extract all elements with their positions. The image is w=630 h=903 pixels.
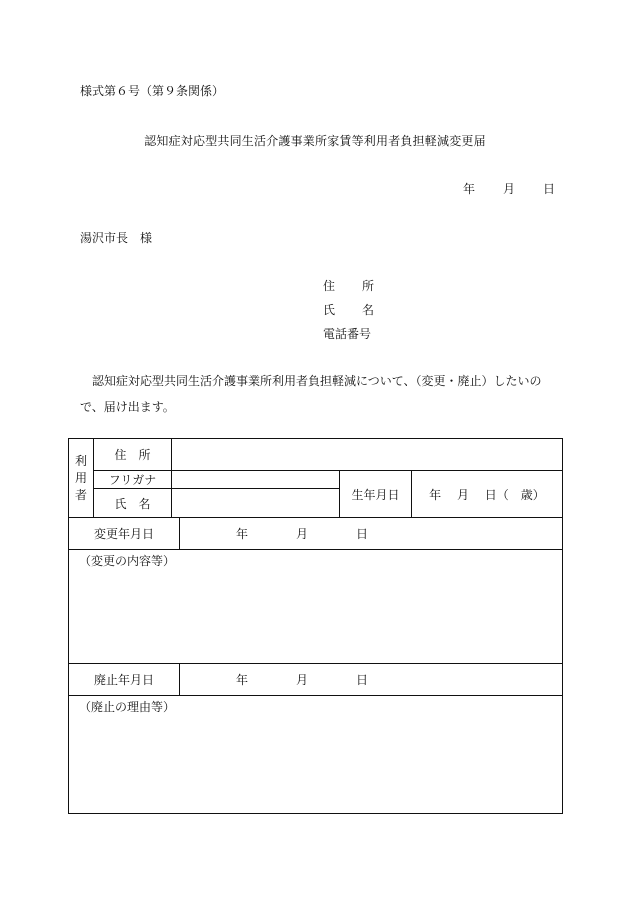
change-date-field[interactable]: 年 月 日 (180, 518, 563, 550)
applicant-address-label: 住所 (323, 279, 402, 293)
addressee: 湯沢市長 様 (80, 231, 153, 245)
abolish-date-label: 廃止年月日 (69, 664, 180, 696)
applicant-block (323, 274, 401, 346)
applicant-phone-label: 電話番号 (323, 327, 372, 341)
name-label: 氏 名 (94, 489, 172, 518)
birth-date-label: 生年月日 (340, 471, 412, 518)
birth-date-field[interactable]: 年 月 日（ 歳） (412, 471, 563, 518)
body-text: 認知症対応型共同生活介護事業所利用者負担軽減について、（変更・廃止）したいので、届け出ます。 (80, 374, 542, 414)
address-field[interactable] (172, 439, 563, 471)
abolish-reason-field[interactable] (69, 696, 563, 814)
notification-form-table (68, 438, 563, 814)
name-field[interactable] (172, 489, 340, 518)
document-title: 認知症対応型共同生活介護事業所家賃等利用者負担軽減変更届 (144, 134, 486, 148)
form-number: 様式第６号（第９条関係） (80, 84, 225, 98)
abolish-reason-label: （廃止の理由等） (79, 700, 176, 714)
furigana-label: フリガナ (94, 471, 172, 489)
change-date-label: 変更年月日 (69, 518, 180, 550)
applicant-name-label: 氏名 (323, 303, 402, 317)
user-label: 利用者 (69, 439, 94, 518)
change-content-label: （変更の内容等） (79, 554, 176, 568)
change-content-field[interactable] (69, 550, 563, 664)
date-year: 年 (463, 182, 476, 196)
submission-date (463, 180, 555, 197)
address-label: 住 所 (94, 439, 172, 471)
abolish-date-field[interactable]: 年 月 日 (180, 664, 563, 696)
date-month: 月 (503, 182, 516, 196)
date-day: 日 (543, 182, 556, 196)
furigana-field[interactable] (172, 471, 340, 489)
